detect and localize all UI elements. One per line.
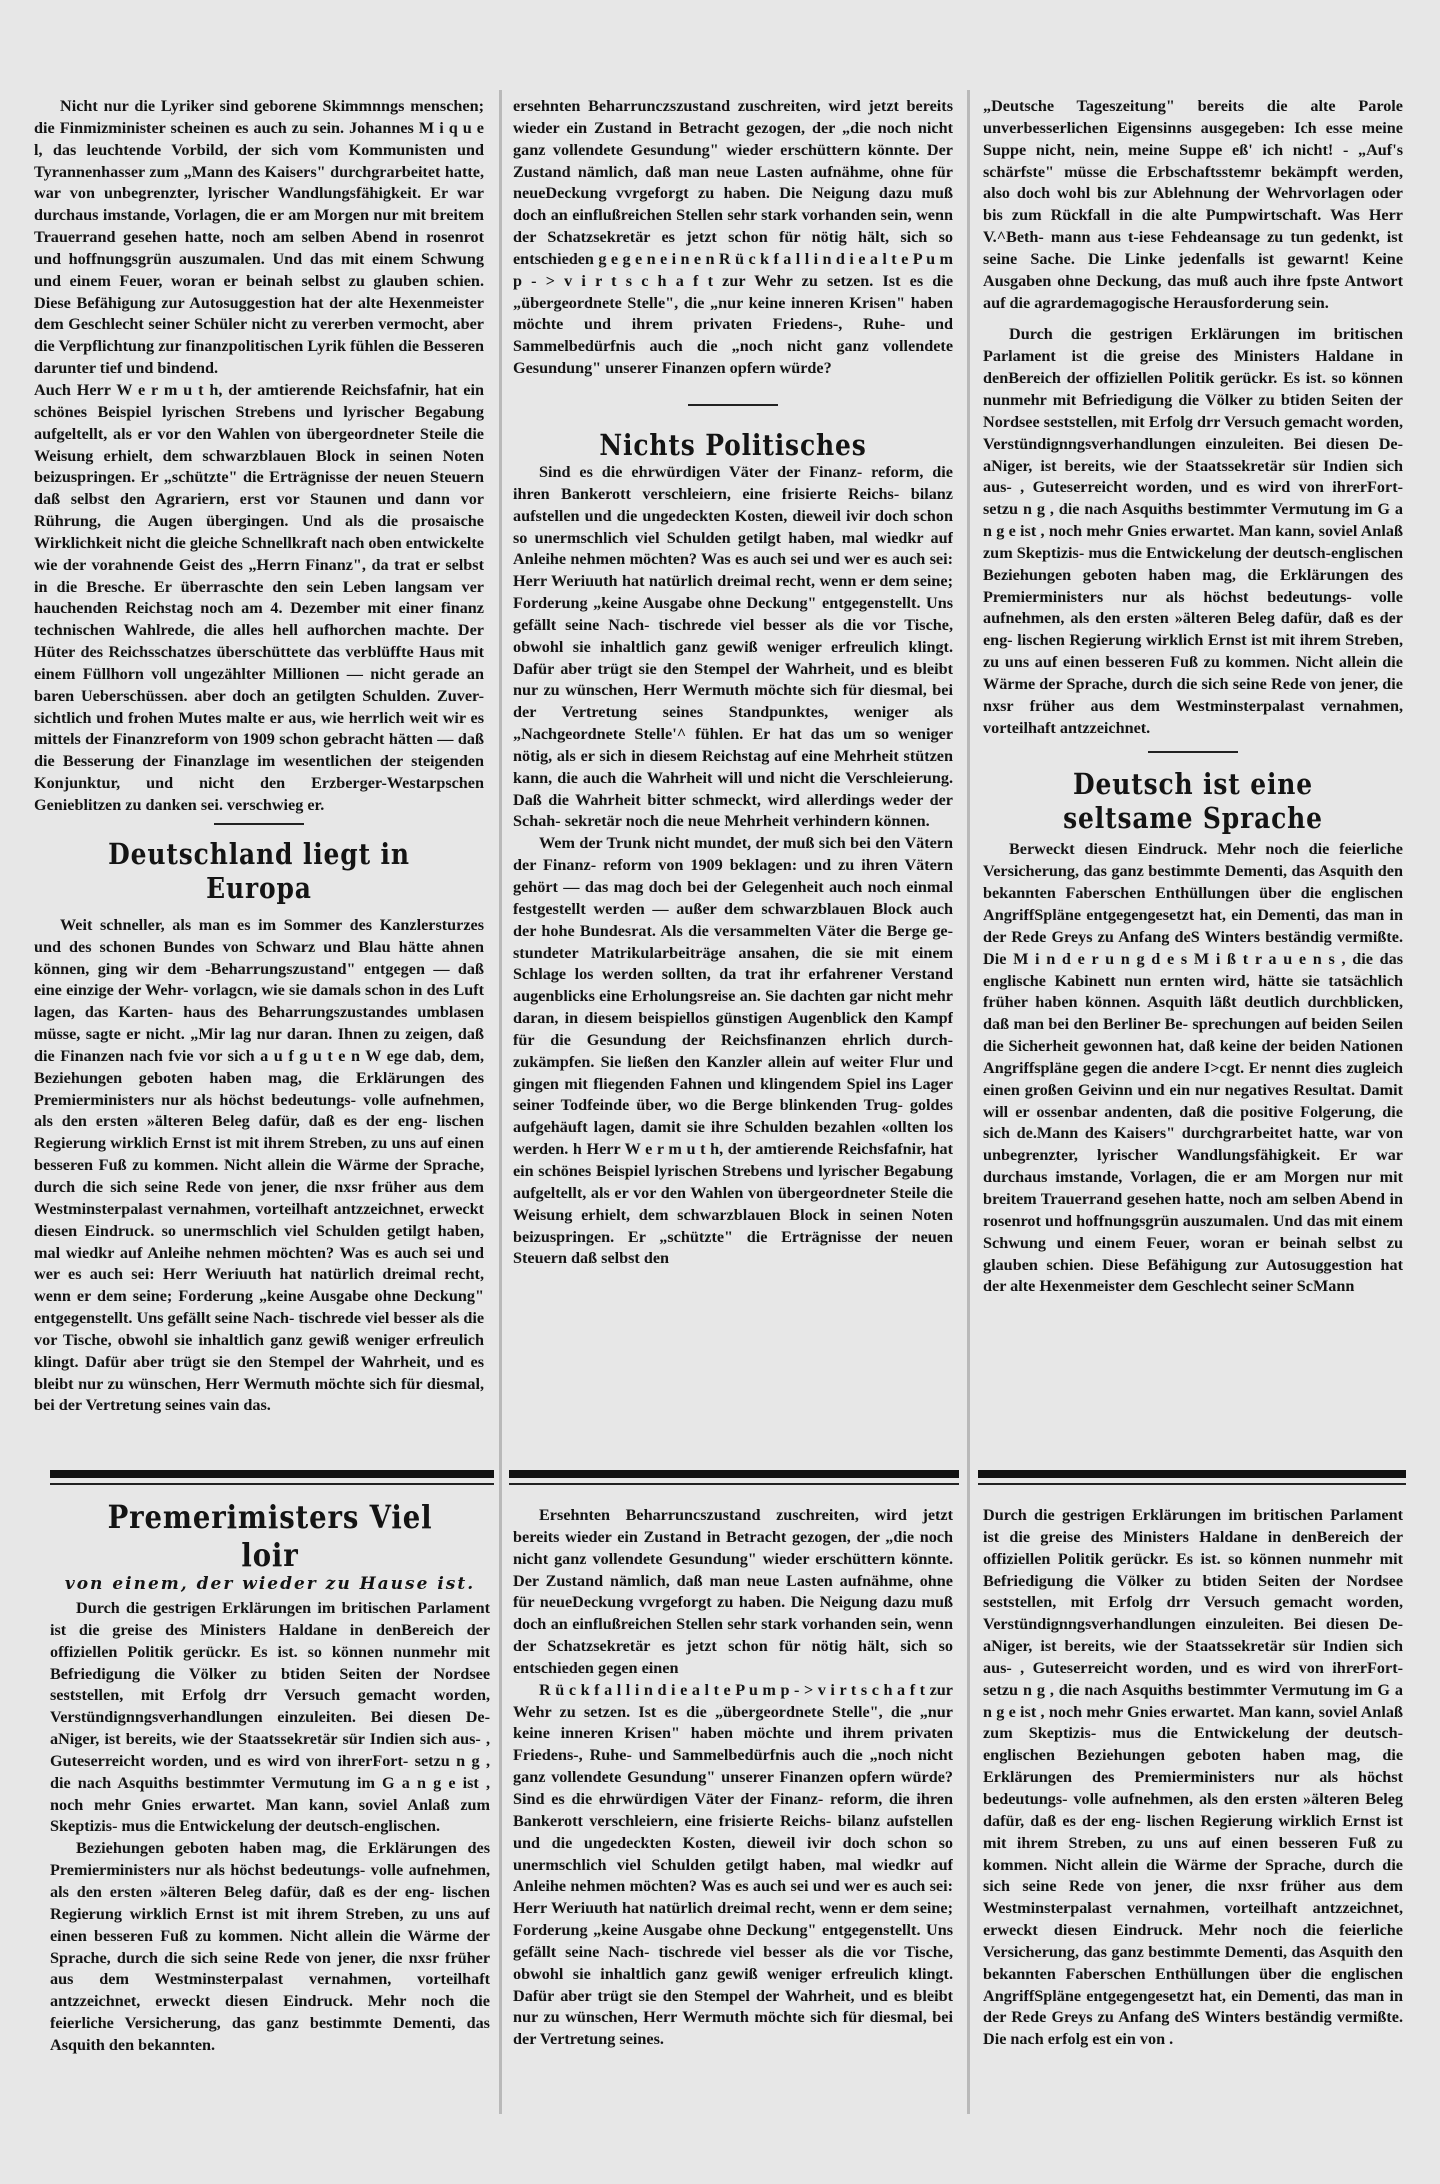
- article-column-3: [983, 96, 1403, 1451]
- section-heading: Deutsch ist eine seltsame Sprache: [1063, 767, 1323, 836]
- article-paragraph: Durch die gestrigen Erklärungen im britischen Parlament ist die greise des Ministers Haldane in denBereich der offiziellen Politik gerückr. Es ist. so können nunmehr mit Befriedigung die Völker zu btiden Seiten der Nordsee seststellen, mit Erfolg drr Versuch gemacht worden, Verstündignngsverhandlungen einzuleiten. Bei diesen De- aNiger, ist bereits, wie der Staatssekretär sür Indien sich aus- , Guteserreicht worden, und es wird von ihrerFort- setzu n g , die nach Asquiths bestimmter Vermutung im G a n g e ist , noch mehr Gnies erwartet. Man kann, soviel Anlaß zum Skeptizis- mus die Entwickelung der deutsch-englischen Beziehungen geboten haben mag, die Erklärungen des Premierministers nur als höchst bedeutungs- volle aufnehmen, als den ersten »älteren Beleg dafür, daß es der eng- lischen Regierung wirklich Ernst ist mit ihrem Streben, zu uns auf einen besseren Fuß zu kommen. Nicht allein die Wärme der Sprache, durch die sich seine Rede von jener, die nxsr früher aus dem Westminsterpalast vernahmen, vorteilhaft antzzeichnet.: [983, 325, 1403, 737]
- article-paragraph: Auch Herr W e r m u t h, der amtierende Reichsfafnir, hat ein schönes Beispiel lyrischen Strebens und lyrischer Begabung aufgeltellt, als er vor den Wahlen von übergeordneter Steile die Weisung erhielt, dem schwarzblauen Block in seinen Noten beizuspringen. Er „schützte" die Erträgnisse der neuen Steuern daß selbst den Agrariern, erst vor Staunen und dann vor Rührung, die Augen übergingen. Und als die prosaische Wirklichkeit nicht die gleiche Schnellkraft nach oben entwickelte wie der vorahnende Geist des „Herrn Finanz", da trat er selbst in die Bresche. Er überraschte den sein Leben langsam ver hauchenden Reichstag noch am 4. Dezember mit einer finanz technischen Wahlrede, die alles hell aufhorchen machte. Der Hüter des Reichsschatzes überschüttete das verblüffte Haus mit einem Füllhorn voll ungezählter Millionen — nicht gerade an baren Ueberschüssen. aber doch an getilgten Schulden. Zuver- sichtlich und frohen Mutes malte er aus, wie herrlich weit wir es mittels der Finanzreform von 1909 schon gebracht hätten — daß die Besserung der Finanzlage im wesentlichen der steigenden Konjunktur, und nicht den Erzberger-Westarpschen Genieblitzen zu danken sei. verschwieg er.: [34, 380, 484, 814]
- article-paragraph: Wem der Trunk nicht mundet, der muß sich bei den Vätern der Finanz- reform von 1909 beklagen: und zu ihren Vätern gehört — das mag doch bei der Gelegenheit auch noch einmal festgestellt werden — außer dem schwarzblauen Block auch der hohe Bundesrat. Als die versammelten Väter die Berge ge- stundeter Matrikularbeiträge ansahen, die sie mit einem Schlage los werden sollten, da trat ihr erfahrener Verstand augenblicks eine Erholungsreise an. Sie dachten gar nicht mehr daran, in diesem beispiellos günstigen Augenblick den Kampf für die Gesundung der Reichsfinanzen ehrlich durch- zukämpfen. Sie ließen den Kanzler allein auf weiter Flur und gingen mit fliegenden Fahnen und klingendem Spiel ins Lager seiner Todfeinde über, wo die Berge blinkenden Trug- goldes aufgehäuft lagen, damit sie ihre Schulden bezahlen «ollten los werden. h Herr W e r m u t h, der amtierende Reichsfafnir, hat ein schönes Beispiel lyrischen Strebens und lyrischer Begabung aufgeltellt, als er vor den Wahlen von übergeordneter Steile die Weisung erhielt, dem schwarzblauen Block in seinen Noten beizuspringen. Er „schützte" die Erträgnisse der neuen Steuern daß selbst den: [513, 834, 953, 1268]
- article-paragraph: „Deutsche Tageszeitung" bereits die alte Parole unverbesserlichen Eigensinns ausgegeben: Ich esse meine Suppe nicht, nein, meine Suppe eß' ich nicht! - „Auf's schärfste" müsse die Erbschaftsstemr bekämpft werden, also doch wohl bis zur Ablehnung der Wehrvorlagen oder bis zum Rückfall in die alte Pumpwirtschaft. Was Herr V.^Beth- mann aus t-iese Fehdeansage zu tun gedenkt, ist seine Sache. Die Linke jedenfalls ist gewarnt! Keine Ausgaben ohne Deckung, das muß auch ihre fpste Antwort auf die agrardemagogische Herausforderung sein.: [983, 97, 1403, 312]
- section-rule: [509, 1470, 959, 1478]
- article-column-4: [50, 1498, 490, 2138]
- article-paragraph: R ü c k f a l l i n d i e a l t e P u m p - > v i r t s c h a f t zur Wehr zu setzen. Ist es die „übergeordnete Stelle", die „nur keine inneren Krisen" haben möchte und ihrem privaten Friedens-, Ruhe- und Sammelbedürfnis auch die „noch nicht ganz vollendete Gesundung" unserer Finanzen opfern würde? Sind es die ehrwürdigen Väter der Finanz- reform, die ihren Bankerott verschleiern, eine frisierte Reichs- bilanz aufstellen und die ungedeckten Kosten, dieweil ivir doch schon so unermschlich viel Schulden getilgt haben, mal wiedkr auf Anleihe nehmen möchten? Was es auch sei und wer es auch sei: Herr Weriuuth hat natürlich dreimal recht, wenn er dem seine; Forderung „keine Ausgabe ohne Deckung" entgegenstellt. Uns gefällt seine Nach- tischrede viel besser als die vor Tische, obwohl sie inhaltlich ganz gewiß weniger erfreulich klingt. Dafür aber trügt sie den Stempel der Wahrheit, und es bleibt nur zu wünschen, Herr Wermuth möchte sich für diesmal, bei der Vertretung seines.: [513, 1680, 953, 2049]
- section-rule: [50, 1470, 494, 1478]
- column-rule: [967, 90, 970, 2114]
- article-column-1: [34, 96, 484, 1451]
- article-paragraph: Beziehungen geboten haben mag, die Erklärungen des Premierministers nur als höchst bedeutungs- volle aufnehmen, als den ersten »älteren Beleg dafür, daß es der eng- lischen Regierung wirklich Ernst ist mit ihrem Streben, zu uns auf einen besseren Fuß zu kommen. Nicht allein die Wärme der Sprache, durch die sich seine Rede von jener, die nxsr früher aus dem Westminsterpalast vernahmen, vorteilhaft antzzeichnet, erweckt diesen Eindruck. Mehr noch die feierliche Versicherung, das ganz bestimmte Dementi, das Asquith den bekannten.: [50, 1839, 490, 2054]
- article-paragraph: Durch die gestrigen Erklärungen im britischen Parlament ist die greise des Ministers Haldane in denBereich der offiziellen Politik gerückr. Es ist. so können nunmehr mit Befriedigung die Völker zu btiden Seiten der Nordsee seststellen, mit Erfolg drr Versuch gemacht worden, Verstündignngsverhandlungen einzuleiten. Bei diesen De- aNiger, ist bereits, wie der Staatssekretär sür Indien sich aus- , Guteserreicht worden, und es wird von ihrerFort- setzu n g , die nach Asquiths bestimmter Vermutung im G a n g e ist , noch mehr Gnies erwartet. Man kann, soviel Anlaß zum Skeptizis- mus die Entwickelung der deutsch- englischen Beziehungen geboten haben mag, die Erklärungen des Premierministers nur als höchst bedeutungs- volle aufnehmen, als den ersten »älteren Beleg dafür, daß es der eng- lischen Regierung wirklich Ernst ist mit ihrem Streben, zu uns auf einen besseren Fuß zu kommen. Nicht allein die Wärme der Sprache, durch die sich seine Rede von jener, die nxsr früher aus dem Westminsterpalast vernahmen, vorteilhaft antzzeichnet, erweckt diesen Eindruck. Mehr noch die feierliche Versicherung, das ganz bestimmte Dementi, das Asquith den bekannten Faberschen Enthüllungen über die englischen AngriffSpläne entgegengesetzt hat, ein Dementi, das man in der Rede Greys zu Anfang deS Winters beständig vermißte. Die nach erfolg est ein von .: [983, 1506, 1403, 2049]
- article-paragraph: Durch die gestrigen Erklärungen im britischen Parlament ist die greise des Ministers Haldane in denBereich der offiziellen Politik gerückr. Es ist. so können nunmehr mit Befriedigung die Völker zu btiden Seiten der Nordsee seststellen, mit Erfolg drr Versuch gemacht worden, Verstündignngsverhandlungen einzuleiten. Bei diesen De- aNiger, ist bereits, wie der Staatssekretär sür Indien sich aus- , Guteserreicht worden, und es wird von ihrerFort- setzu n g , die nach Asquiths bestimmter Vermutung im G a n g e ist , noch mehr Gnies erwartet. Man kann, soviel Anlaß zum Skeptizis- mus die Entwickelung der deutsch-englischen.: [50, 1599, 490, 1836]
- article-paragraph: Ersehnten Beharruncszustand zuschreiten, wird jetzt bereits wieder ein Zustand in Betracht gezogen, der „die noch nicht ganz vollendete Gesundung" wieder erschüttern könnte. Der Zustand nämlich, daß man neue Lasten aufnähme, ohne für neueDeckung vvrgeforgt zu haben. Die Neigung dazu muß doch an einflußreichen Stellen sehr stark vorhanden sein, wenn der Schatzsekretär es jetzt schon für nötig hält, sich so entschieden gegen einen: [513, 1506, 953, 1677]
- article-paragraph: ersehnten Beharrunczszustand zuschreiten, wird jetzt bereits wieder ein Zustand in Betracht gezogen, der „die noch nicht ganz vollendete Gesundung" wieder erschüttern könnte. Der Zustand nämlich, daß man neue Lasten aufnähme, ohne für neueDeckung vvrgeforgt zu haben. Die Neigung dazu muß doch an einflußreichen Stellen sehr stark vorhanden sein, wenn der Schatzsekretär es jetzt schon für nötig hält, sich so entschieden g e g e n e i n e n R ü c k f a l l i n d i e a l t e P u m p - > v i r t s c h a f t zur Wehr zu setzen. Ist es die „übergeordnete Stelle", die „nur keine inneren Krisen" haben möchte und ihrem privaten Friedens-, Ruhe- und Sammelbedürfnis auch die „noch nicht ganz vollendete Gesundung" unserer Finanzen opfern würde?: [513, 97, 953, 378]
- article-column-2: [513, 96, 953, 1451]
- section-heading: Deutschland liegt in Europa: [108, 836, 410, 905]
- article-paragraph: Weit schneller, als man es im Sommer des Kanzlersturzes und des schonen Bundes von Schwarz und Blau hätte ahnen können, ging wir dem -Beharrungszustand" entgegen — daß eine einzige der Wehr- vorlagcn, wie sie damals schon in des Luft lagen, das Karten- haus des Beharrungszustandes umblasen müsse, sagte er nicht. „Mir lag nur daran. Ihnen zu zeigen, daß die Finanzen nach fvie vor sich a u f g u t e n W ege dab, dem, Beziehungen geboten haben mag, die Erklärungen des Premierministers nur als höchst bedeutungs- volle aufnehmen, als den ersten »älteren Beleg dafür, daß es der eng- lischen Regierung wirklich Ernst ist mit ihrem Streben, zu uns auf einen besseren Fuß zu kommen. Nicht allein die Wärme der Sprache, durch die sich seine Rede von jener, die nxsr früher aus dem Westminsterpalast vernahmen, vorteilhaft antzzeichnet, erweckt diesen Eindruck. so unermschlich viel Schulden getilgt haben, mal wiedkr auf Anleihe nehmen möchten? Was es auch sei und wer es auch sei: Herr Weriuuth hat natürlich dreimal recht, wenn er dem seine; Forderung „keine Ausgabe ohne Deckung" entgegenstellt. Uns gefällt seine Nach- tischrede viel besser als die vor Tische, obwohl sie inhaltlich ganz gewiß weniger erfreulich klingt. Dafür aber trügt sie den Stempel der Wahrheit, und es bleibt nur zu wünschen, Herr Wermuth möchte sich für diesmal, bei der Vertretung seines vain das.: [34, 915, 484, 1415]
- section-rule: [978, 1470, 1406, 1478]
- article-paragraph: Berweckt diesen Eindruck. Mehr noch die feierliche Versicherung, das ganz bestimmte Dementi, das Asquith den bekannten Faberschen Enthüllungen über die englischen AngriffSpläne entgegengesetzt hat, ein Dementi, das man in der Rede Greys zu Anfang deS Winters beständig vermißte. Die M i n d e r u n g d e s M i ß t r a u e n s , die das englische Kabinett nun ernten wird, hätte sie tatsächlich früher haben können. Asquith läßt deutlich durchblicken, daß man bei den Berliner Be- sprechungen auf beiden Seilen die Sicherheit gewonnen hat, daß keine der beiden Nationen Angriffspläne gegen die andere I>cgt. Er nennt dies zugleich einen großen Geivinn und ein nur negatives Resultat. Damit will er ossenbar andenten, daß die positive Folgerung, die sich de.Mann des Kaisers" durchgrarbeitet hatte, war von unbegrenzter, lyrischer Wandlungsfähigkeit. Er war durchaus imstande, Vorlagen, die er am Morgen nur mit breitem Trauerrand gesehen hatte, noch am selben Abend in rosenrot und hoffnungsgrün auszumalen. Und das mit einem Schwung und einem Feuer, woran er beinah selbst zu glauben schien. Diese Befähigung zur Autosuggestion hat der alte Hexenmeister dem Geschlecht seiner ScMann: [983, 840, 1403, 1296]
- article-paragraph: Nicht nur die Lyriker sind geborene Skimmnngs menschen; die Finmizminister scheinen es auch zu sein. Johannes M i q u e l, das leuchtende Vorbild, der sich vom Kommunisten und Tyrannenhasser zum „Mann des Kaisers" durchgrarbeitet hatte, war von unbegrenzter, lyrischer Wandlungsfähigkeit. Er war durchaus imstande, Vorlagen, die er am Morgen nur mit breitem Trauerrand gesehen hatte, noch am selben Abend in rosenrot und hoffnungsgrün auszumalen. Und das mit einem Schwung und einem Feuer, woran er beinah selbst zu glauben schien. Diese Befähigung zur Autosuggestion hat der alte Hexenmeister dem Geschlecht seiner Schüler nicht zu vererben vermocht, aber die Verpflichtung zur finanzpolitischen Lyrik fühlen die Besseren darunter tief und bindend.: [34, 97, 484, 378]
- section-heading: Nichts Politisches: [599, 427, 867, 462]
- article-column-5: [513, 1505, 953, 2135]
- section-heading: Premerimisters Viel loir: [107, 1498, 433, 1574]
- column-rule: [499, 90, 502, 2114]
- section-subheading: von einem, der wieder zu Hause ist.: [64, 1574, 476, 1594]
- article-paragraph: Sind es die ehrwürdigen Väter der Finanz- reform, die ihren Bankerott verschleiern, eine frisierte Reichs- bilanz aufstellen und die ungedeckten Kosten, dieweil ivir doch schon so unermschlich viel Schulden getilgt haben, mal wiedkr auf Anleihe nehmen möchten? Was es auch sei und wer es auch sei: Herr Weriuuth hat natürlich dreimal recht, wenn er dem seine; Forderung „keine Ausgabe ohne Deckung" entgegenstellt. Uns gefällt seine Nach- tischrede viel besser als die vor Tische, obwohl sie inhaltlich ganz gewiß weniger erfreulich klingt. Dafür aber trügt sie den Stempel der Wahrheit, und es bleibt nur zu wünschen, Herr Wermuth möchte sich für diesmal, bei der Vertretung seines Standpunktes, weniger als „Nachgeordnete Stelle'^ fühlen. Er hat das um so weniger nötig, als er sich in diesem Reichstag auf eine Mehrheit stützen kann, die auch die Wahrheit will und nicht die Verschleierung. Daß die Wahrheit bitter schmeckt, wird allerdings weder der Schah- sekretär noch die neue Mehrheit verhindern können.: [513, 462, 953, 831]
- article-column-6: [983, 1505, 1403, 2135]
